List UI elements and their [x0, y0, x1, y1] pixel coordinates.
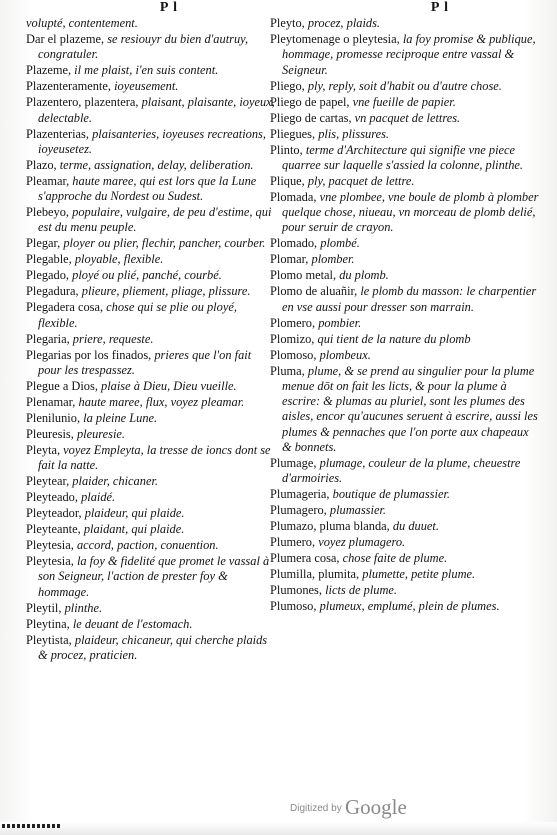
- right-running-head: P l: [430, 0, 450, 15]
- entry-headword: Plazo,: [26, 157, 57, 172]
- dictionary-entry: [26, 474, 276, 489]
- entry-definition: pombier.: [315, 315, 362, 330]
- entry-headword: Plumero,: [270, 535, 316, 550]
- entry-headword: Pleytil,: [26, 600, 62, 615]
- entry-definition: ply, reply, soit d'habit ou d'autre chose.: [304, 78, 502, 93]
- entry-headword: Pleyteante,: [26, 522, 81, 536]
- entry-definition: plaisanteries, ioyeuses recreations, ioyeusetez.: [38, 126, 266, 156]
- entry-headword: Pluma,: [270, 363, 305, 378]
- entry-definition: plaidé.: [77, 490, 116, 505]
- entry-headword: Pleyteador,: [26, 506, 82, 521]
- entry-definition: la pleine Lune.: [80, 410, 158, 425]
- dictionary-entry: [270, 190, 540, 236]
- entry-headword: Plegable,: [26, 252, 72, 267]
- entry-definition: haute maree, flux, voyez pleamar.: [75, 394, 245, 409]
- dictionary-entry: [26, 348, 276, 379]
- entry-headword: Plumageria,: [270, 487, 330, 502]
- dictionary-entry: [26, 95, 276, 126]
- entry-definition: plomber.: [308, 252, 355, 267]
- entry-definition: voyez Empleyta, la tresse de ioncs dont se fait la natte.: [38, 442, 271, 473]
- entry-headword: Plumoso,: [270, 599, 317, 614]
- dictionary-entry: [270, 567, 540, 582]
- entry-definition: plaise à Dieu, Dieu vueille.: [97, 378, 237, 393]
- entry-definition: du plomb.: [336, 268, 389, 283]
- entry-headword: Plazenterias,: [26, 126, 89, 141]
- entry-definition: accord, paction, conuention.: [73, 537, 219, 552]
- dictionary-entry: [270, 252, 540, 267]
- dictionary-entry: [26, 205, 276, 236]
- entry-definition: la foy promise & publique, hommage, promesse reciproque entre vassal & Seigneur.: [282, 31, 536, 77]
- entry-definition: populaire, vulgaire, de peu d'estime, qui est du menu peuple.: [38, 205, 272, 235]
- entry-headword: Plegadera cosa,: [26, 300, 104, 315]
- dictionary-entry: [270, 95, 540, 110]
- dictionary-entry: [26, 633, 276, 664]
- dictionary-entry: [26, 252, 276, 267]
- entry-headword: Pliego de papel,: [270, 94, 350, 109]
- entry-headword: Plumera cosa,: [270, 551, 340, 566]
- dictionary-entry: [270, 236, 540, 251]
- entry-definition: haute maree, qui est lors que la Lune s'approche du Nordest ou Sudest.: [38, 173, 257, 204]
- entry-definition: ployé ou plié, panché, courbé.: [69, 268, 222, 283]
- entry-definition: ployable, flexible.: [71, 252, 164, 267]
- entry-definition: ployer ou plier, flechir, pancher, courber.: [60, 236, 266, 251]
- entry-definition: vn pacquet de lettres.: [351, 110, 461, 125]
- entry-headword: Plumagero,: [270, 503, 327, 518]
- google-logo-text: Google: [345, 795, 407, 819]
- dictionary-entry: [270, 487, 540, 502]
- entry-headword: Plumage,: [270, 456, 317, 470]
- entry-definition: plaider, chicaner.: [69, 474, 158, 489]
- entry-headword: Plique,: [270, 173, 305, 188]
- entry-definition: qui tient de la nature du plomb: [314, 331, 471, 346]
- entry-definition: plombé.: [317, 236, 360, 251]
- entry-headword: Pleytomenage o pleytesia,: [270, 31, 400, 46]
- entry-headword: Plebeyo,: [26, 205, 70, 220]
- entry-headword: Pleamar,: [26, 173, 70, 188]
- entry-headword: Pleyteado,: [26, 490, 78, 505]
- entry-headword: Plomo metal,: [270, 268, 337, 283]
- digitized-by-google-watermark: [290, 796, 450, 818]
- entry-definition: plaidant, qui plaide.: [80, 522, 185, 536]
- dictionary-entry: [270, 599, 540, 614]
- entry-headword: Plomoso,: [270, 347, 317, 362]
- dictionary-entry: [26, 506, 276, 521]
- entry-definition: voyez plumagero.: [315, 535, 406, 550]
- dictionary-entry: [26, 268, 276, 283]
- entry-definition: plaideur, chicaneur, qui cherche plaids & procez, praticien.: [38, 632, 268, 662]
- dictionary-entry: [270, 174, 540, 189]
- entry-headword: Plazentero, plazentera,: [26, 95, 139, 110]
- entry-definition: plaisant, plaisante, ioyeux, delectable.: [38, 95, 275, 125]
- entry-headword: Plinto,: [270, 142, 303, 157]
- dictionary-entry: [26, 554, 276, 600]
- entry-definition: plis, plissures.: [315, 126, 389, 141]
- entry-definition: licts de plume.: [321, 583, 397, 598]
- dictionary-entry: [270, 111, 540, 126]
- entry-headword: Pleytina,: [26, 616, 70, 631]
- entry-headword: Pleytista,: [26, 632, 72, 647]
- entry-headword: Plomo de aluañir,: [270, 284, 358, 299]
- left-entries-list: [26, 16, 276, 663]
- entry-definition: prieres que l'on fait pour les trespassez.: [38, 347, 252, 377]
- dictionary-entry: [270, 551, 540, 566]
- entry-definition: plombeux.: [316, 347, 371, 362]
- entry-definition: ioyeusement.: [110, 79, 179, 94]
- right-column: [270, 0, 540, 615]
- scan-edge-strip: [0, 822, 557, 835]
- entry-headword: Pleuresis,: [26, 426, 74, 441]
- entry-definition: ply, pacquet de lettre.: [304, 173, 415, 188]
- scan-edge-marks: [2, 824, 62, 828]
- entry-headword: Pliegues,: [270, 126, 316, 141]
- dictionary-entry: [26, 284, 276, 299]
- entry-headword: Pliego de cartas,: [270, 110, 352, 125]
- left-column: [26, 0, 276, 664]
- dictionary-entry: [26, 63, 276, 78]
- entry-headword: Pleyto,: [270, 16, 305, 30]
- dictionary-entry: [26, 427, 276, 442]
- entry-headword: Plenamar,: [26, 394, 76, 409]
- dictionary-entry: [270, 16, 540, 31]
- entry-definition: chose qui se plie ou ployé, flexible.: [38, 300, 237, 330]
- entry-definition: plumeux, emplumé, plein de plumes.: [316, 599, 500, 614]
- entry-headword: Plegarias por los finados,: [26, 347, 152, 362]
- dictionary-entry: [26, 127, 276, 158]
- dictionary-entry: [270, 535, 540, 550]
- dictionary-entry: [26, 158, 276, 173]
- entry-headword: Plumilla, plumita,: [270, 567, 360, 582]
- entry-definition: se resiouyr du bien d'autruy, congratuler.: [38, 31, 249, 62]
- entry-headword: Pleytesia,: [26, 553, 74, 568]
- dictionary-entry: [26, 300, 276, 331]
- dictionary-entry: [26, 16, 276, 31]
- entry-headword: Plomero,: [270, 315, 316, 330]
- entry-headword: Plegaria,: [26, 331, 70, 346]
- dictionary-entry: [270, 127, 540, 142]
- entry-definition: plumette, petite plume.: [359, 567, 476, 582]
- entry-headword: Plomada,: [270, 189, 317, 204]
- dictionary-entry: [270, 332, 540, 347]
- digitized-by-label: Digitized by: [290, 803, 342, 814]
- dictionary-entry: [26, 79, 276, 94]
- entry-definition: plume, & se prend au singulier pour la plume menue dōt on fait les licts, & pour la plume à escrire: & plumas au pluriel, sont les plumes des aisles, encor qu'aucunes seruent à escrire, aussi les plumes & pennaches que l'on porte aux chapeaux & bonnets.: [282, 363, 538, 455]
- dictionary-entry: [270, 32, 540, 78]
- entry-definition: terme, assignation, delay, deliberation.: [56, 157, 254, 172]
- entry-definition: il me plaist, i'en suis content.: [71, 63, 219, 78]
- entry-headword: Plenilunio,: [26, 410, 81, 425]
- dictionary-entry: [270, 284, 540, 315]
- dictionary-entry: [26, 522, 276, 537]
- entry-definition: vne fueille de papier.: [349, 94, 456, 109]
- entry-headword: Pleytear,: [26, 474, 70, 489]
- entry-definition: plinthe.: [61, 600, 103, 615]
- dictionary-entry: [26, 617, 276, 632]
- entry-headword: Pliego,: [270, 78, 305, 93]
- entry-definition: plumassier.: [326, 503, 386, 518]
- entry-definition: la foy & fidelité que promet le vassal à son Seigneur, l'action de prester foy & hommage.: [38, 553, 270, 599]
- entry-definition: pleuresie.: [73, 426, 125, 441]
- entry-definition: plieure, pliement, pliage, plissure.: [78, 284, 251, 299]
- entry-headword: Pleyta,: [26, 442, 61, 457]
- entry-headword: Plomado,: [270, 236, 318, 251]
- entry-headword: Plazenteramente,: [26, 79, 111, 94]
- entry-headword: Plazeme,: [26, 63, 72, 78]
- dictionary-entry: [26, 411, 276, 426]
- dictionary-entry: [270, 583, 540, 598]
- dictionary-entry: [270, 348, 540, 363]
- dictionary-entry: [26, 395, 276, 410]
- dictionary-entry: [270, 268, 540, 283]
- entry-headword: Plumazo, pluma blanda,: [270, 519, 390, 534]
- dictionary-entry: [270, 364, 540, 456]
- entry-headword: Plomar,: [270, 252, 309, 267]
- entry-definition: procez, plaids.: [304, 16, 381, 30]
- dictionary-entry: [270, 503, 540, 518]
- dictionary-entry: [26, 538, 276, 553]
- entry-definition: boutique de plumassier.: [329, 487, 450, 502]
- dictionary-entry: [26, 32, 276, 63]
- entry-headword: Pleytesia,: [26, 537, 74, 552]
- entry-definition: du duuet.: [389, 519, 439, 534]
- right-entries-list: [270, 16, 540, 614]
- left-running-head: P l: [159, 0, 179, 15]
- entry-definition: volupté, contentement.: [26, 16, 138, 30]
- entry-headword: Plegar,: [26, 236, 61, 251]
- entry-headword: Plumones,: [270, 583, 322, 598]
- dictionary-entry: [270, 456, 540, 487]
- entry-definition: priere, requeste.: [69, 331, 154, 346]
- entry-headword: Plegado,: [26, 268, 70, 283]
- dictionary-entry: [26, 236, 276, 251]
- entry-headword: Plomizo,: [270, 331, 315, 346]
- entry-headword: Plegadura,: [26, 284, 79, 299]
- entry-definition: le plomb du masson: le charpentier en vse aussi pour dresser son marrain.: [282, 284, 537, 314]
- dictionary-entry: [270, 79, 540, 94]
- dictionary-entry: [26, 174, 276, 205]
- entry-headword: Dar el plazeme,: [26, 31, 105, 46]
- entry-definition: plaideur, qui plaide.: [81, 506, 185, 521]
- entry-definition: terme d'Architecture qui signifie vne piece quarree sur laquelle s'assied la colonne, plinthe.: [282, 142, 524, 172]
- entry-definition: vne plombee, vne boule de plomb à plomber quelque chose, niueau, vn morceau de plomb delié, pour seruir de crayon.: [282, 189, 539, 235]
- dictionary-entry: [270, 519, 540, 534]
- entry-definition: le deuant de l'estomach.: [69, 616, 193, 631]
- dictionary-entry: [26, 490, 276, 505]
- dictionary-entry: [270, 143, 540, 174]
- dictionary-entry: [26, 443, 276, 474]
- entry-definition: chose faite de plume.: [339, 551, 448, 566]
- dictionary-entry: [26, 601, 276, 616]
- dictionary-entry: [26, 379, 276, 394]
- entry-definition: plumage, couleur de la plume, cheuestre d'armoiries.: [282, 456, 521, 486]
- entry-headword: Plegue a Dios,: [26, 378, 98, 393]
- dictionary-entry: [26, 332, 276, 347]
- dictionary-entry: [270, 316, 540, 331]
